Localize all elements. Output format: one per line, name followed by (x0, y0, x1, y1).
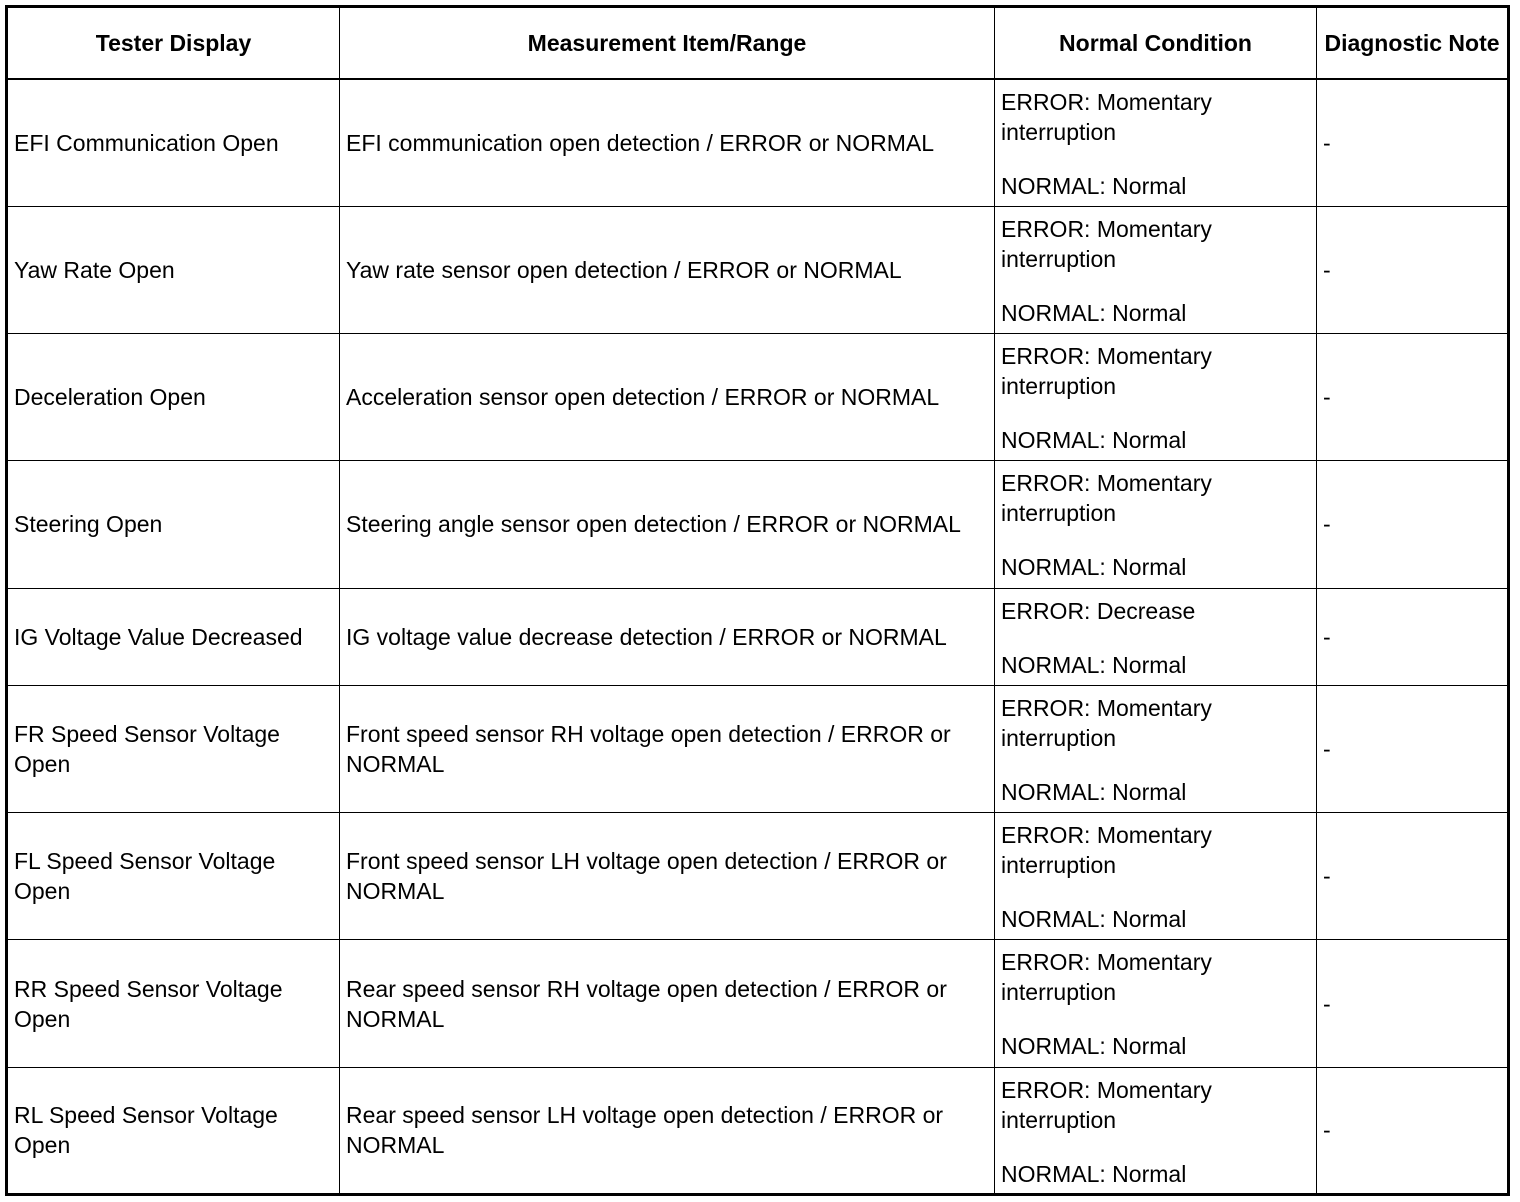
measurement-item-cell: Front speed sensor LH voltage open detection / ERROR or NORMAL (340, 813, 995, 940)
error-condition: ERROR: Momentary interruption (1001, 694, 1212, 751)
table-row (7, 334, 1509, 461)
diagnostic-note-cell: - (1317, 940, 1509, 1067)
measurement-item-cell: Yaw rate sensor open detection / ERROR or NORMAL (340, 206, 995, 333)
table-row (7, 79, 1509, 206)
normal-condition: NORMAL: Normal (1001, 554, 1187, 581)
measurement-item-cell: Rear speed sensor LH voltage open detection / ERROR or NORMAL (340, 1067, 995, 1194)
table-row (7, 685, 1509, 812)
normal-condition-cell (995, 588, 1317, 685)
diagnostic-note-cell: - (1317, 588, 1509, 685)
data-list-table (5, 5, 1510, 1196)
diagnostic-note-cell: - (1317, 79, 1509, 206)
normal-condition-cell (995, 206, 1317, 333)
error-condition: ERROR: Momentary interruption (1001, 215, 1212, 272)
measurement-item-cell: Acceleration sensor open detection / ERROR or NORMAL (340, 334, 995, 461)
normal-condition-cell (995, 334, 1317, 461)
header-diagnostic-note: Diagnostic Note (1317, 7, 1509, 80)
tester-display-cell: RR Speed Sensor Voltage Open (7, 940, 340, 1067)
error-condition: ERROR: Decrease (1001, 597, 1196, 624)
normal-condition-cell (995, 685, 1317, 812)
diagnostic-note-cell: - (1317, 1067, 1509, 1194)
measurement-item-cell: Rear speed sensor RH voltage open detection / ERROR or NORMAL (340, 940, 995, 1067)
tester-display-cell: Steering Open (7, 461, 340, 588)
normal-condition-cell (995, 1067, 1317, 1194)
diagnostic-note-cell: - (1317, 206, 1509, 333)
table-row (7, 588, 1509, 685)
normal-condition-cell (995, 940, 1317, 1067)
error-condition: ERROR: Momentary interruption (1001, 822, 1212, 879)
tester-display-cell: IG Voltage Value Decreased (7, 588, 340, 685)
normal-condition-cell (995, 461, 1317, 588)
table-row (7, 1067, 1509, 1194)
tester-display-cell: FL Speed Sensor Voltage Open (7, 813, 340, 940)
header-tester-display: Tester Display (7, 7, 340, 80)
error-condition: ERROR: Momentary interruption (1001, 1076, 1212, 1133)
diagnostic-note-cell: - (1317, 461, 1509, 588)
measurement-item-cell: Front speed sensor RH voltage open detection / ERROR or NORMAL (340, 685, 995, 812)
measurement-item-cell: EFI communication open detection / ERROR or NORMAL (340, 79, 995, 206)
table-row (7, 461, 1509, 588)
error-condition: ERROR: Momentary interruption (1001, 949, 1212, 1006)
normal-condition: NORMAL: Normal (1001, 651, 1187, 678)
normal-condition: NORMAL: Normal (1001, 173, 1187, 199)
error-condition: ERROR: Momentary interruption (1001, 89, 1212, 145)
tester-display-cell: Deceleration Open (7, 334, 340, 461)
table-row (7, 813, 1509, 940)
tester-display-cell: Yaw Rate Open (7, 206, 340, 333)
diagnostic-note-cell: - (1317, 685, 1509, 812)
normal-condition: NORMAL: Normal (1001, 778, 1187, 805)
diagnostic-note-cell: - (1317, 813, 1509, 940)
normal-condition: NORMAL: Normal (1001, 427, 1187, 454)
header-normal-condition: Normal Condition (995, 7, 1317, 80)
table-row (7, 206, 1509, 333)
diagnostic-note-cell: - (1317, 334, 1509, 461)
tester-display-cell: FR Speed Sensor Voltage Open (7, 685, 340, 812)
measurement-item-cell: Steering angle sensor open detection / ERROR or NORMAL (340, 461, 995, 588)
measurement-item-cell: IG voltage value decrease detection / ERROR or NORMAL (340, 588, 995, 685)
normal-condition: NORMAL: Normal (1001, 906, 1187, 933)
normal-condition-cell (995, 813, 1317, 940)
normal-condition: NORMAL: Normal (1001, 1160, 1187, 1187)
normal-condition: NORMAL: Normal (1001, 1033, 1187, 1060)
tester-display-cell: EFI Communication Open (7, 79, 340, 206)
normal-condition: NORMAL: Normal (1001, 299, 1187, 326)
tester-display-cell: RL Speed Sensor Voltage Open (7, 1067, 340, 1194)
error-condition: ERROR: Momentary interruption (1001, 343, 1212, 400)
header-measurement-item: Measurement Item/Range (340, 7, 995, 80)
error-condition: ERROR: Momentary interruption (1001, 470, 1212, 527)
header-row (7, 7, 1509, 80)
table-row (7, 940, 1509, 1067)
normal-condition-cell (995, 79, 1317, 206)
